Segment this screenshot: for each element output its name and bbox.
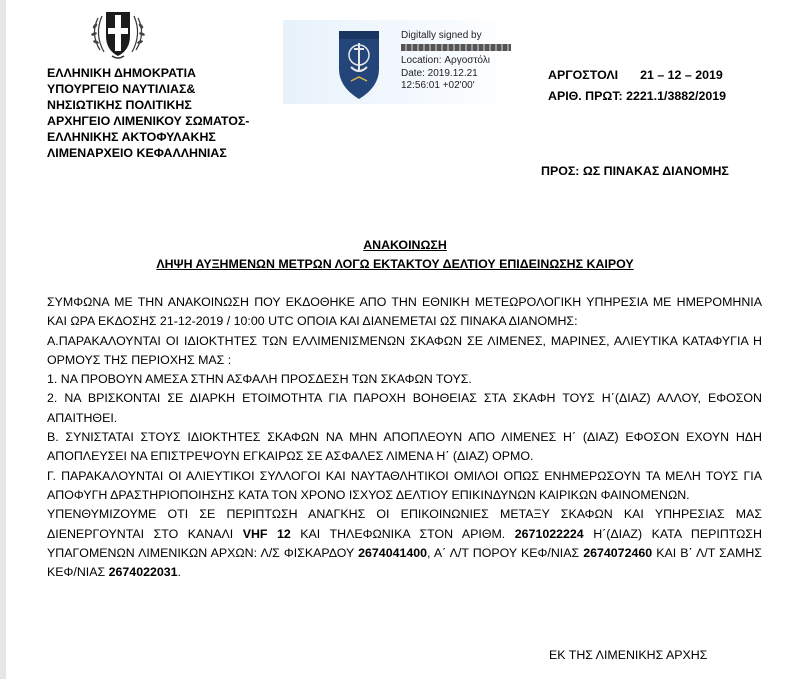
announcement-body bbox=[47, 293, 762, 582]
phone-fiskardo: 2674041400 bbox=[358, 545, 428, 560]
phone-poros: 2674072460 bbox=[583, 545, 653, 560]
reminder-text: . bbox=[177, 565, 181, 580]
document-date: 21 – 12 – 2019 bbox=[640, 68, 723, 82]
issuer-line: ΛΙΜΕΝΑΡΧΕΙΟ ΚΕΦΑΛΛΗΝΙΑΣ bbox=[47, 146, 227, 160]
issuer-line: ΑΡΧΗΓΕΙΟ ΛΙΜΕΝΙΚΟΥ ΣΩΜΑΤΟΣ- bbox=[47, 114, 250, 128]
heading: ΑΝΑΚΟΙΝΩΣΗ bbox=[363, 238, 447, 252]
place: ΑΡΓΟΣΤΟΛΙ bbox=[548, 68, 619, 82]
section-c: Γ. ΠΑΡΑΚΑΛΟΥΝΤΑΙ ΟΙ ΑΛΙΕΥΤΙΚΟΙ ΣΥΛΛΟΓΟΙ ΚΑΙ ΝΑΥΤΑΘΛΗΤΙΚΟΙ ΟΜΙΛΟΙ ΟΠΩΣ ΕΝΗΜΕΡΩΣΟΥΝ ΤΑ ΜΕΛΗ ΤΟΥΣ ΓΙΑ ΑΠΟΦΥΓΗ ΔΡΑΣΤΗΡΙΟΠΟΙΗΣΗΣ ΚΑΤΑ ΤΟΝ ΧΡΟΝΟ ΙΣΧΥΟΣ ΔΕΛΤΙΟΥ ΕΠΙΚΙΝΔΥΝΩΝ ΚΑΙΡΙΚΩΝ ΦΑΙΝΟΜΕΝΩΝ. bbox=[47, 468, 762, 502]
section-b: Β. ΣΥΝΙΣΤΑΤΑΙ ΣΤΟΥΣ ΙΔΙΟΚΤΗΤΕΣ ΣΚΑΦΩΝ ΝΑ ΜΗΝ ΑΠΟΠΛΕΟΥΝ ΑΠΟ ΛΙΜΕΝΕΣ Η΄ (ΔΙΑΖ) ΕΦΟΣΟΝ ΕΧΟΥΝ ΗΔΗ ΑΠΟΠΛΕΥΣΕΙ ΝΑ ΕΠΙΣΤΡΕΨΟΥΝ ΕΓΚΑΙΡΩΣ ΣΕ ΑΣΦΑΛΕΣ ΛΙΜΕΝΑ Η΄ (ΔΙΑΖ) ΟΡΜΟ. bbox=[47, 430, 762, 464]
protocol-number: ΑΡΙΘ. ΠΡΩΤ: 2221.1/3882/2019 bbox=[548, 89, 727, 103]
reminder-text: Η΄(ΔΙΑΖ) ΚΑΤΑ ΠΕΡΙΠΤΩΣΗ ΥΠΑΓΟΜΕΝΩΝ ΛΙΜΕΝΙΚΩΝ ΑΡΧΩΝ: Λ/Σ ΦΙΣΚΑΡΔΟΥ bbox=[47, 526, 762, 560]
phone-main: 2671022224 bbox=[514, 526, 584, 541]
coast-guard-badge-icon bbox=[329, 21, 389, 103]
signature-redacted-name bbox=[401, 43, 511, 56]
reminder-text: ΚΑΙ Β΄ Λ/Τ ΣΑΜΗΣ ΚΕΦ/ΝΙΑΣ bbox=[47, 545, 763, 580]
reminder-paragraph bbox=[47, 505, 762, 582]
issuer-line: ΝΗΣΙΩΤΙΚΗΣ ΠΟΛΙΤΙΚΗΣ bbox=[47, 98, 192, 112]
section-a: Α.ΠΑΡΑΚΑΛΟΥΝΤΑΙ ΟΙ ΙΔΙΟΚΤΗΤΕΣ ΤΩΝ ΕΛΛΙΜΕΝΙΣΜΕΝΩΝ ΣΚΑΦΩΝ ΣΕ ΛΙΜΕΝΕΣ, ΜΑΡΙΝΕΣ, ΑΛΙΕΥΤΙΚΑ ΚΑΤΑΦΥΓΙΑ Η ΟΡΜΟΥΣ ΤΗΣ ΠΕΡΙΟΧΗΣ ΜΑΣ : bbox=[47, 333, 762, 367]
page-left-edge bbox=[0, 0, 6, 679]
greek-coat-of-arms-icon bbox=[86, 4, 150, 64]
recipient: ΠΡΟΣ: ΩΣ ΠΙΝΑΚΑΣ ΔΙΑΝΟΜΗΣ bbox=[541, 164, 729, 178]
digital-signature-box bbox=[283, 20, 513, 104]
signature-location: Location: Αργοστόλι bbox=[401, 55, 490, 66]
document-meta bbox=[548, 65, 726, 107]
vhf-channel: VHF 12 bbox=[242, 526, 291, 541]
section-a-item-1: 1. ΝΑ ΠΡΟΒΟΥΝ ΑΜΕΣΑ ΣΤΗΝ ΑΣΦΑΛΗ ΠΡΟΣΔΕΣΗ ΤΩΝ ΣΚΑΦΩΝ ΤΟΥΣ. bbox=[47, 372, 472, 387]
intro-paragraph: ΣΥΜΦΩΝΑ ΜΕ ΤΗΝ ΑΝΑΚΟΙΝΩΣΗ ΠΟΥ ΕΚΔΟΘΗΚΕ ΑΠΟ ΤΗΝ ΕΘΝΙΚΗ ΜΕΤΕΩΡΟΛΟΓΙΚΗ ΥΠΗΡΕΣΙΑ ΜΕ ΗΜΕΡΟΜΗΝΙΑ ΚΑΙ ΩΡΑ ΕΚΔΟΣΗΣ 21-12-2019 / 10:00 UTC ΟΠΟΙΑ ΚΑΙ ΔΙΑΝΕΜΕΤΑΙ ΩΣ ΠΙΝΑΚΑ ΔΙΑΝΟΜΗΣ: bbox=[47, 295, 762, 329]
reminder-text: , Α΄ Λ/Τ ΠΟΡΟΥ ΚΕΦ/ΝΙΑΣ bbox=[427, 545, 584, 560]
reminder-text: ΥΠΕΝΘΥΜΙΖΟΥΜΕ ΟΤΙ ΣΕ ΠΕΡΙΠΤΩΣΗ ΑΝΑΓΚΗΣ ΟΙ ΕΠΙΚΟΙΝΩΝΙΕΣ ΜΕΤΑΞΥ ΣΚΑΦΩΝ ΚΑΙ ΥΠΗΡΕΣΙΑΣ ΜΑΣ ΔΙΕΝΕΡΓΟΥΝΤΑΙ ΣΤΟ ΚΑΝΑΛΙ bbox=[47, 507, 762, 541]
section-a-item-2: 2. ΝΑ ΒΡΙΣΚΟΝΤΑΙ ΣΕ ΔΙΑΡΚΗ ΕΤΟΙΜΟΤΗΤΑ ΓΙΑ ΠΑΡΟΧΗ ΒΟΗΘΕΙΑΣ ΣΤΑ ΣΚΑΦΗ ΤΟΥΣ Η΄(ΔΙΑΖ) ΑΛΛΟΥ, ΕΦΟΣΟΝ ΑΠΑΙΤΗΘΕΙ. bbox=[47, 391, 762, 425]
issuer-block bbox=[47, 65, 249, 161]
issuer-line: ΥΠΟΥΡΓΕΙΟ ΝΑΥΤΙΛΙΑΣ& bbox=[47, 82, 196, 96]
signature-time: 12:56:01 +02'00' bbox=[401, 80, 475, 91]
signature-date: Date: 2019.12.21 bbox=[401, 67, 478, 79]
signature-signed-by: Digitally signed by bbox=[401, 30, 482, 41]
reminder-text: ΚΑΙ ΤΗΛΕΦΩΝΙΚΑ ΣΤΟΝ ΑΡΙΘΜ. bbox=[290, 526, 515, 541]
signoff: ΕΚ ΤΗΣ ΛΙΜΕΝΙΚΗΣ ΑΡΧΗΣ bbox=[549, 648, 708, 662]
subheading: ΛΗΨΗ ΑΥΞΗΜΕΝΩΝ ΜΕΤΡΩΝ ΛΟΓΩ ΕΚΤΑΚΤΟΥ ΔΕΛΤΙΟΥ ΕΠΙΔΕΙΝΩΣΗΣ ΚΑΙΡΟΥ bbox=[156, 257, 634, 271]
phone-sami: 2674022031 bbox=[108, 565, 178, 580]
issuer-line: ΕΛΛΗΝΙΚΗΣ ΑΚΤΟΦΥΛΑΚΗΣ bbox=[47, 130, 216, 144]
announcement-title bbox=[0, 236, 790, 274]
issuer-line: ΕΛΛΗΝΙΚΗ ΔΗΜΟΚΡΑΤΙΑ bbox=[47, 66, 196, 80]
